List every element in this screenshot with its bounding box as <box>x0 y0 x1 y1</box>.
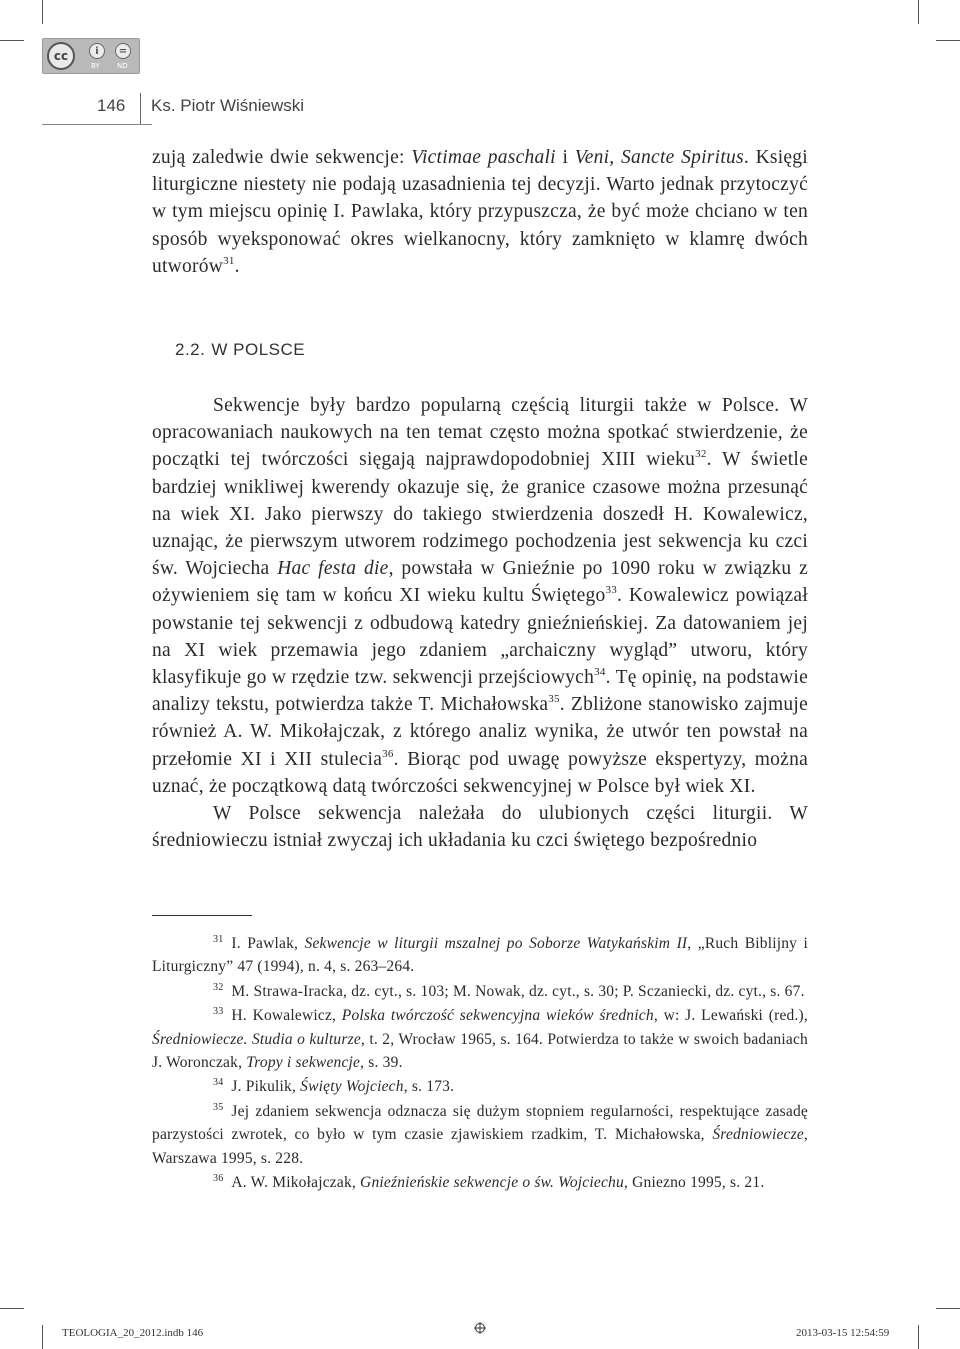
footnote-ref[interactable]: 33 <box>605 584 617 597</box>
page-number: 146 <box>97 96 126 115</box>
footnote: $^{32}$ M. Strawa-Iracka, dz. cyt., s. 103; M. Nowak, dz. cyt., s. 30; P. Sczaniecki, dz. cyt., s. 67. <box>213 981 805 1000</box>
footnote-separator <box>152 915 252 916</box>
paragraph: W Polsce sekwencja należała do ulubionych części liturgii. W średniowieczu istniał zwyczaj ich układania ku czci świętego bezpośrednio <box>152 803 808 852</box>
crop-mark <box>936 40 960 41</box>
crop-mark <box>918 0 919 24</box>
header-rule <box>42 124 152 125</box>
footnote: $^{31}$ I. Pawlak, Sekwencje w liturgii mszalnej po Soborze Watykańskim II, „Ruch Biblijny i Liturgiczny” 47 (1994), n. 4, s. 263–264. <box>152 934 808 976</box>
attribution-icon: i <box>89 43 105 59</box>
cc-license-badge <box>42 38 140 74</box>
crop-mark <box>0 1308 24 1309</box>
crop-mark <box>0 40 24 41</box>
footnote: $^{33}$ H. Kowalewicz, Polska twórczość sekwencyjna wieków średnich, w: J. Lewański (red.), Średniowiecze. Studia o kulturze, t. 2, Wrocław 1965, s. 164. Potwierdza to także w swoich badaniach J. Woronczak, Tropy i sekwencje, s. 39. <box>152 1006 808 1072</box>
print-slug-file: TEOLOGIA_20_2012.indb 146 <box>62 1327 204 1339</box>
crop-mark <box>42 1325 43 1349</box>
paragraph: Sekwencje były bardzo popularną częścią liturgii także w Polsce. W opracowaniach naukowych na ten temat często można spotkać stwierdzenie, że początki tej twórczości sięgają najprawdopodobniej XIII wieku$^{32}$. W świetle bardziej wnikliwej kwerendy okazuje się, że granice czasowe można przesunąć na wiek XI. Jako pierwszy do takiego stwierdzenia doszedł H. Kowalewicz, uznając, że pierwszym utworem rodzimego pochodzenia jest sekwencja ku czci św. Wojciecha Hac festa die, powstała w Gnieźnie po 1090 roku w związku z ożywieniem się tam w końcu XI wieku kultu Świętego$^{33}$. Kowalewicz powiązał powstanie tej sekwencji z odbudową katedry gnieźnieńskiej. Za datowaniem jej na XI wiek przemawia jego zdaniem „archaiczny wygląd” utworu, który klasyfikuje go w rzędzie tzw. sekwencji przejściowych$^{34}$. Tę opinię, na podstawie analizy tekstu, potwierdza także T. Michałowska$^{35}$. Zbliżone stanowisko zajmuje również A. W. Mikołajczak, z którego analiz wynika, że utwór ten powstał na przełomie XI i XII stulecia$^{36}$. Biorąc pod uwagę powyższe ekspertyzy, można uznać, że początkową datą twórczości sekwencyjnej w Polsce był wiek XI. <box>152 395 809 797</box>
footnote-ref[interactable]: 32 <box>695 448 707 461</box>
by-label: BY <box>91 62 100 70</box>
cc-icon: cc <box>47 42 75 70</box>
footnote: $^{34}$ J. Pikulik, Święty Wojciech, s. 173. <box>213 1077 455 1096</box>
body-text <box>152 144 808 854</box>
footnote: $^{35}$ Jej zdaniem sekwencja odznacza się dużym stopniem regularności, respektujące zasadę parzystości zwrotek, co było w tym czasie zjawiskiem rzadkim, T. Michałowska, Średniowiecze, Warszawa 1995, s. 228. <box>152 1101 808 1167</box>
crop-mark <box>42 0 43 24</box>
nd-label: ND <box>117 62 128 70</box>
footnote: $^{36}$ A. W. Mikołajczak, Gnieźnieńskie sekwencje o św. Wojciechu, Gniezno 1995, s. 21. <box>213 1173 765 1192</box>
print-slug-timestamp: 2013-03-15 12:54:59 <box>796 1327 890 1339</box>
header-divider <box>140 93 141 125</box>
footnotes <box>152 932 808 1195</box>
running-header-author: Ks. Piotr Wiśniewski <box>151 96 305 115</box>
paragraph: zują zaledwie dwie sekwencje: Victimae paschali i Veni, Sancte Spiritus. Księgi liturgiczne niestety nie podają uzasadnienia tej decyzji. Warto jednak przytoczyć w tym miejscu opinię I. Pawlaka, który przypuszcza, że być może chciano w ten sposób wyeksponować okres wielkanocny, który zamknięto w klamrę dwóch utworów$^{31}$. <box>152 147 808 277</box>
footnote-ref[interactable]: 34 <box>594 666 606 679</box>
footnote-ref[interactable]: 35 <box>548 693 560 706</box>
no-derivatives-icon: = <box>115 43 131 59</box>
registration-mark-icon <box>474 1322 486 1334</box>
footnote-ref[interactable]: 36 <box>382 747 394 760</box>
footnote-ref[interactable]: 31 <box>223 254 235 267</box>
crop-mark <box>936 1308 960 1309</box>
crop-mark <box>918 1325 919 1349</box>
section-heading: 2.2. W POLSCE <box>175 340 306 360</box>
